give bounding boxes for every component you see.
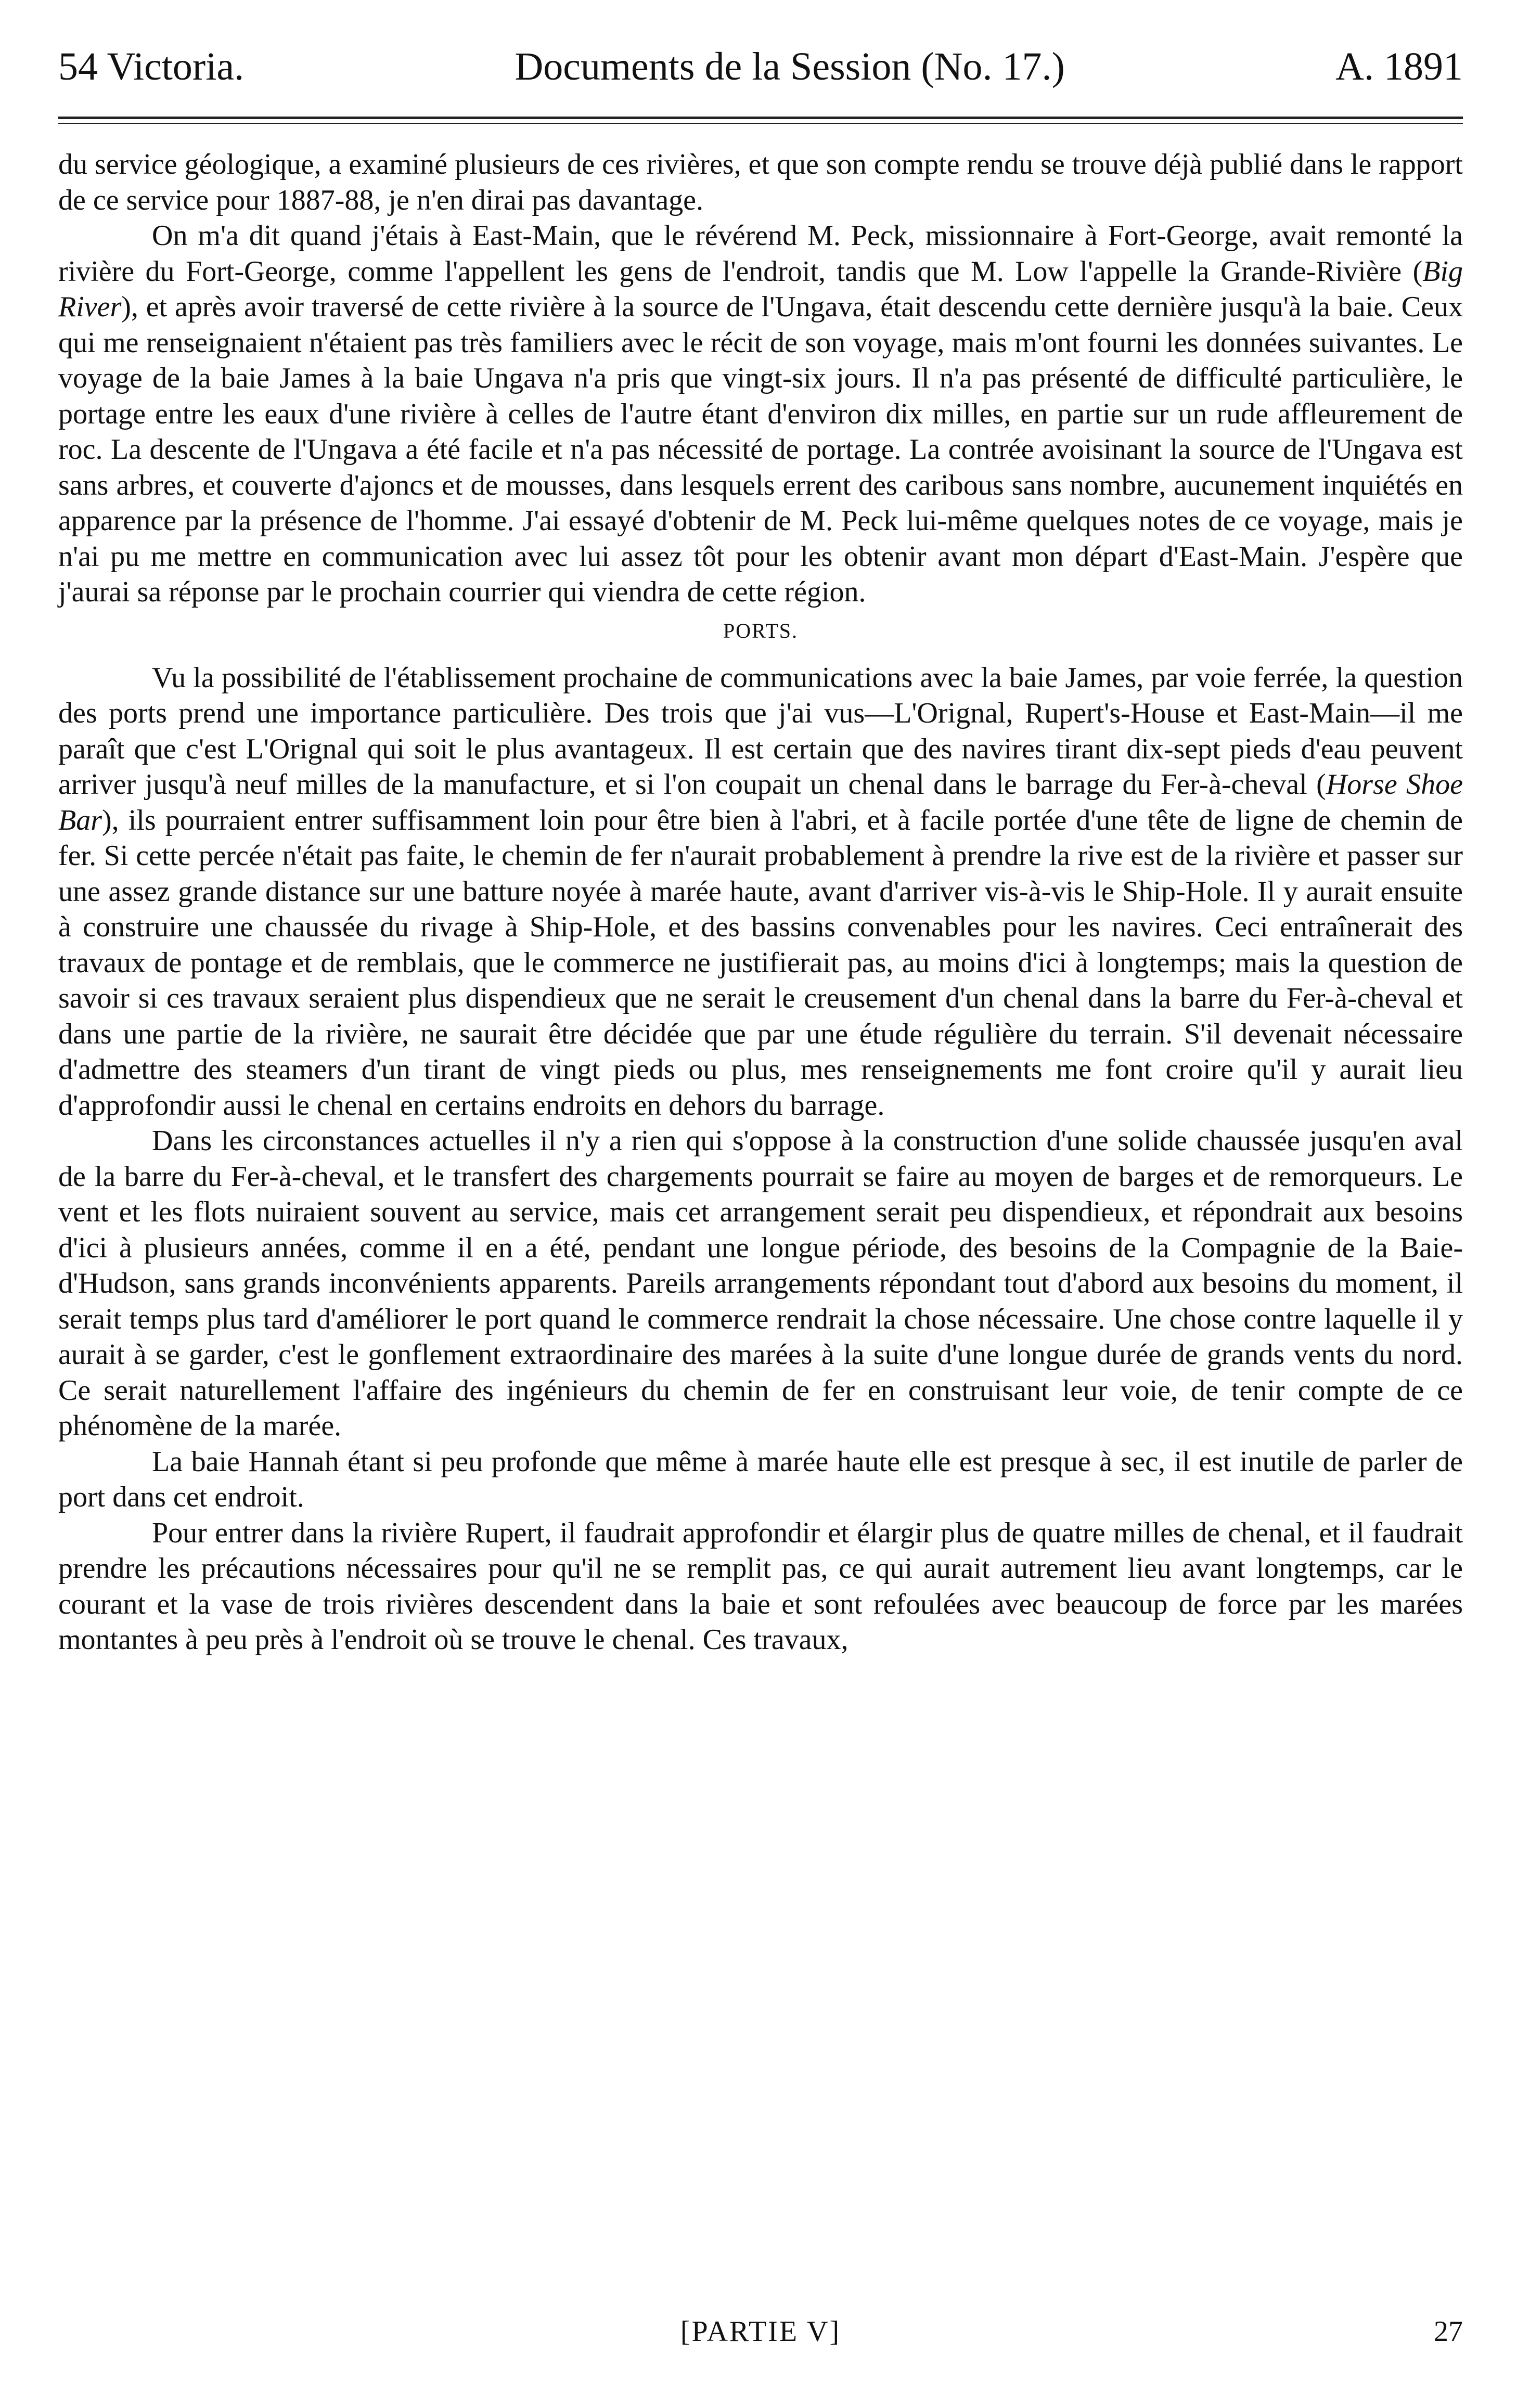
header-left: 54 Victoria.	[58, 45, 245, 88]
signature-mark: [PARTIE V]	[680, 2315, 841, 2348]
paragraph: du service géologique, a examiné plusieurs de ces rivières, et que son compte rendu se trouve déjà publié dans le rapport de ce service pour 1887-88, je n'en dirai pas davantage.	[58, 148, 1463, 216]
header-right: A. 1891	[1335, 45, 1463, 88]
document-page	[58, 47, 1463, 2367]
paragraph: La baie Hannah étant si peu profonde que même à marée haute elle est presque à sec, il est inutile de parler de port dans cet endroit.	[58, 1445, 1463, 1513]
italic-term: Horse Shoe Bar	[58, 768, 1463, 836]
body-text	[58, 147, 1463, 1658]
paragraph: Vu la possibilité de l'établissement prochaine de communications avec la baie James, par voie ferrée, la question des ports prend une importance particulière. Des trois que j'ai vus—L'Orignal, Rupert's-House et East-Main—il me paraît que c'est L'Orignal qui soit le plus avantageux. Il est certain que des navires tirant dix-sept pieds d'eau peuvent arriver jusqu'à neuf milles de la manufacture, et si l'on coupait un chenal dans le barrage du Fer-à-cheval (Horse Shoe Bar), ils pourraient entrer suffisamment loin pour être bien à l'abri, et à facile portée d'une tête de ligne de chemin de fer. Si cette percée n'était pas faite, le chemin de fer n'aurait probablement à prendre la rive est de la rivière et passer sur une assez grande distance sur une batture noyée à marée haute, avant d'arriver vis-à-vis le Ship-Hole. Il y aurait ensuite à construire une chaussée du rivage à Ship-Hole, et des bassins convenables pour les navires. Ceci entraînerait des travaux de pontage et de remblais, que le commerce ne justifierait pas, au moins d'ici à longtemps; mais la question de savoir si ces travaux seraient plus dispendieux que ne serait le creusement d'un chenal dans la barre du Fer-à-cheval et dans une partie de la rivière, ne saurait être décidée que par une étude régulière du terrain. S'il devenait nécessaire d'admettre des steamers d'un tirant de vingt pieds ou plus, mes renseignements me font croire qu'il y aurait lieu d'approfondir aussi le chenal en certains endroits en dehors du barrage.	[58, 661, 1463, 1122]
paragraph: Dans les circonstances actuelles il n'y a rien qui s'oppose à la construction d'une solide chaussée jusqu'en aval de la barre du Fer-à-cheval, et le transfert des chargements pourrait se faire au moyen de barges et de remorqueurs. Le vent et les flots nuiraient souvent au service, mais cet arrangement serait peu dispendieux, et répondrait aux besoins d'ici à plusieurs années, comme il en a été, pendant une longue période, des besoins de la Compagnie de la Baie-d'Hudson, sans grands inconvénients apparents. Pareils arrangements répondant tout d'abord aux besoins du moment, il serait temps plus tard d'améliorer le port quand le commerce rendrait la chose nécessaire. Une chose contre laquelle il y aurait à se garder, c'est le gonflement extraordinaire des marées à la suite d'une longue durée de grands vents du nord. Ce serait naturellement l'affaire des ingénieurs du chemin de fer en construisant leur voie, de tenir compte de ce phénomène de la marée.	[58, 1125, 1463, 1442]
page-footer	[58, 2315, 1463, 2357]
page-number: 27	[1434, 2315, 1463, 2348]
section-heading: PORTS.	[723, 619, 799, 642]
header-rule	[58, 117, 1463, 124]
running-header	[58, 47, 1463, 94]
header-center: Documents de la Session (No. 17.)	[515, 45, 1065, 88]
paragraph: Pour entrer dans la rivière Rupert, il faudrait approfondir et élargir plus de quatre milles de chenal, et il faudrait prendre les précautions nécessaires pour qu'il ne se remplit pas, ce qui aurait autrement lieu avant longtemps, car le courant et la vase de trois rivières descendent dans la baie et sont refoulées avec beaucoup de force par les marées montantes à peu près à l'endroit où se trouve le chenal. Ces travaux,	[58, 1516, 1463, 1656]
paragraph: On m'a dit quand j'étais à East-Main, que le révérend M. Peck, missionnaire à Fort-George, avait remonté la rivière du Fort-George, comme l'appellent les gens de l'endroit, tandis que M. Low l'appelle la Grande-Rivière (Big River), et après avoir traversé de cette rivière à la source de l'Ungava, était descendu cette dernière jusqu'à la baie. Ceux qui me renseignaient n'étaient pas très familiers avec le récit de son voyage, mais m'ont fourni les données suivantes. Le voyage de la baie James à la baie Ungava n'a pris que vingt-six jours. Il n'a pas présenté de difficulté particulière, le portage entre les eaux d'une rivière à celles de l'autre étant d'environ dix milles, en partie sur un rude affleurement de roc. La descente de l'Ungava a été facile et n'a pas nécessité de portage. La contrée avoisinant la source de l'Ungava est sans arbres, et couverte d'ajoncs et de mousses, dans lesquels errent des caribous sans nombre, aucunement inquiétés en apparence par la présence de l'homme. J'ai essayé d'obtenir de M. Peck lui-même quelques notes de ce voyage, mais je n'ai pu me mettre en communication avec lui assez tôt pour les obtenir avant mon départ d'East-Main. J'espère que j'aurai sa réponse par le prochain courrier qui viendra de cette région.	[58, 220, 1463, 608]
italic-term: Big River	[58, 255, 1463, 323]
